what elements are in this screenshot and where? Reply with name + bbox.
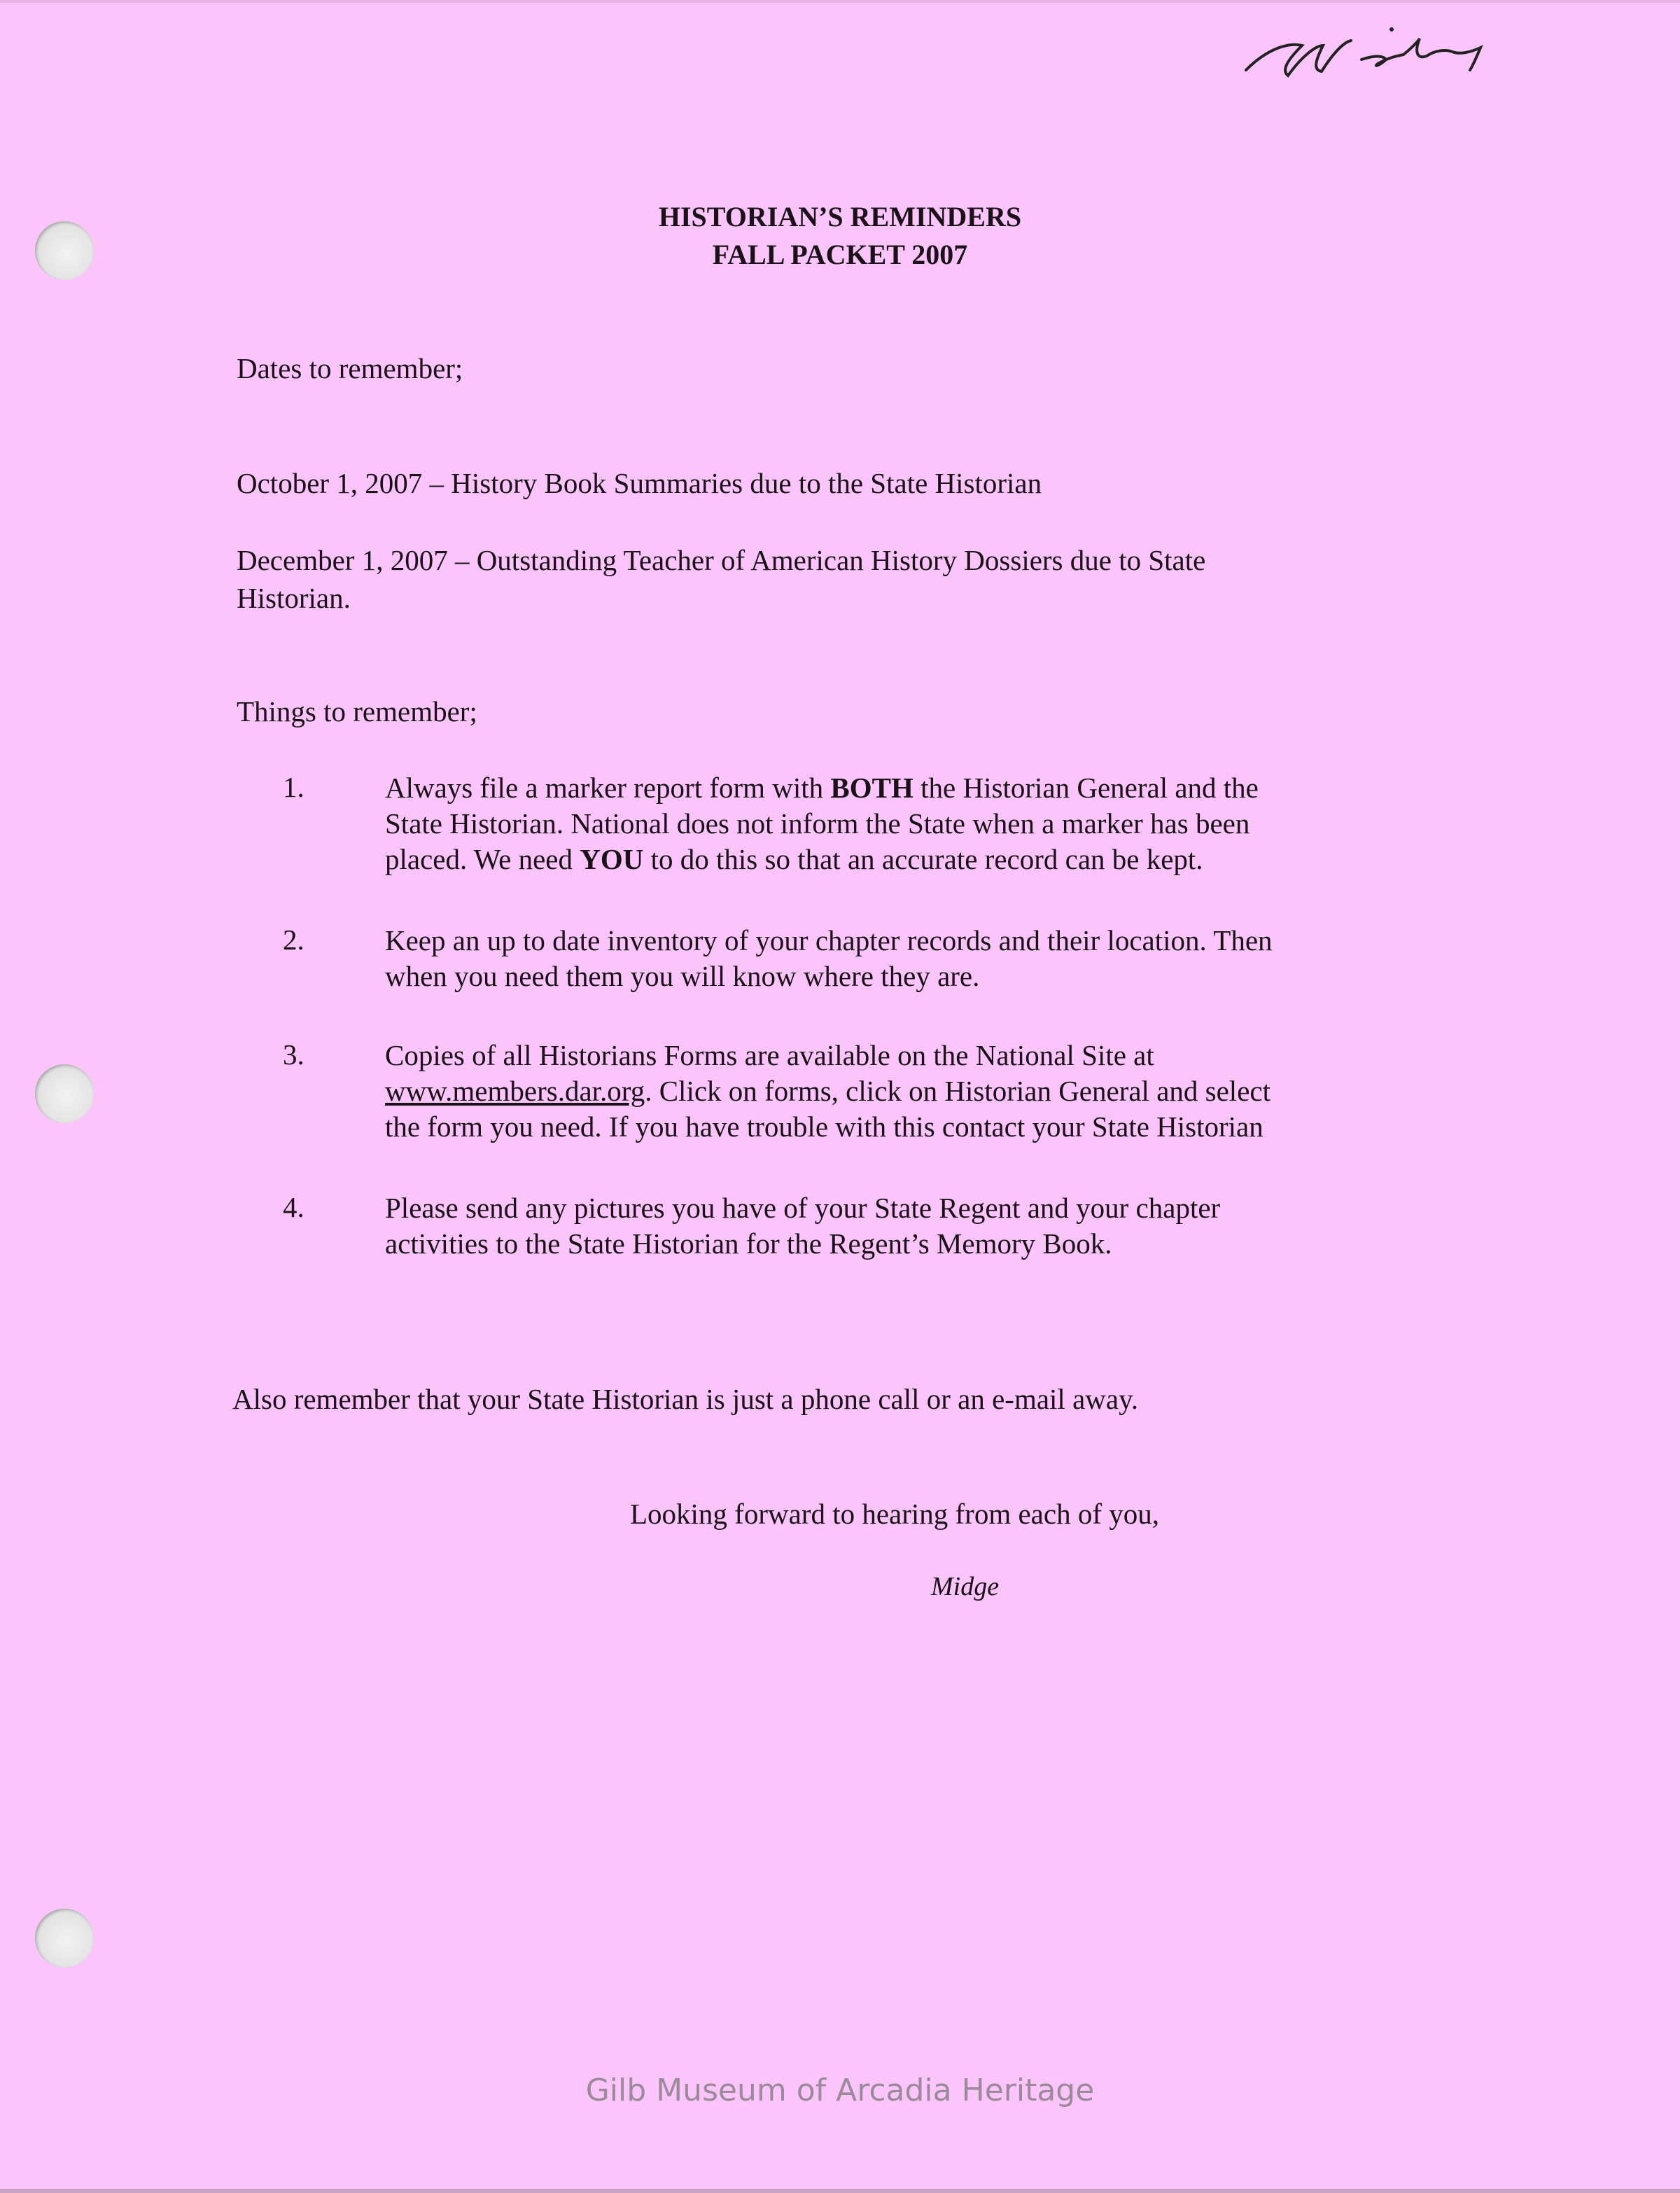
list-number-4: 4. bbox=[283, 1191, 304, 1223]
list-item-4 bbox=[385, 1190, 1449, 1262]
list-item-1-line-1: Always file a marker report form with BOTH the Historian General and the bbox=[385, 772, 1259, 804]
closing-reminder: Also remember that your State Historian is just a phone call or an e-mail away. bbox=[232, 1383, 1139, 1415]
list-number-2: 2. bbox=[283, 924, 304, 956]
list-item-2-line-1: Keep an up to date inventory of your chapter records and their location. Then bbox=[385, 924, 1273, 956]
members-site-link[interactable]: www.members.dar.org bbox=[385, 1075, 645, 1107]
list-item-3-line-3: the form you need. If you have trouble with this contact your State Historian bbox=[385, 1111, 1264, 1143]
punch-hole-middle bbox=[35, 1064, 94, 1123]
list-item-3-line-1: Copies of all Historians Forms are available on the National Site at bbox=[385, 1039, 1154, 1071]
document-title: HISTORIAN’S REMINDERS bbox=[658, 201, 1022, 232]
things-heading: Things to remember; bbox=[237, 695, 477, 727]
list-item-2 bbox=[385, 923, 1449, 994]
list-number-1: 1. bbox=[283, 771, 304, 803]
list-item-1-line-2: State Historian. National does not inform the State when a marker has been bbox=[385, 807, 1250, 840]
list-item-2-line-2: when you need them you will know where they are. bbox=[385, 960, 980, 992]
list-item-3-line-2: www.members.dar.org. Click on forms, click on Historian General and select bbox=[385, 1075, 1270, 1107]
handwritten-signature-mark bbox=[1239, 21, 1505, 84]
list-item-4-line-2: activities to the State Historian for the Regent’s Memory Book. bbox=[385, 1227, 1112, 1260]
signature-name: Midge bbox=[931, 1572, 1000, 1601]
date-item-2-line-1: December 1, 2007 – Outstanding Teacher of American History Dossiers due to State bbox=[237, 544, 1206, 576]
bottom-edge bbox=[0, 2189, 1680, 2193]
date-item-1: October 1, 2007 – History Book Summaries due to the State Historian bbox=[237, 467, 1042, 499]
document-subtitle: FALL PACKET 2007 bbox=[712, 239, 968, 270]
dates-heading: Dates to remember; bbox=[237, 352, 463, 384]
top-edge bbox=[0, 0, 1680, 3]
date-item-2-line-2: Historian. bbox=[237, 582, 351, 614]
watermark: Gilb Museum of Arcadia Heritage bbox=[585, 2073, 1095, 2108]
list-item-3 bbox=[385, 1038, 1449, 1145]
sign-off: Looking forward to hearing from each of you, bbox=[630, 1498, 1159, 1530]
punch-hole-bottom bbox=[35, 1909, 94, 1968]
list-item-1 bbox=[385, 770, 1449, 877]
list-number-3: 3. bbox=[283, 1038, 304, 1071]
list-item-4-line-1: Please send any pictures you have of your State Regent and your chapter bbox=[385, 1192, 1221, 1224]
list-item-1-line-3: placed. We need YOU to do this so that an accurate record can be kept. bbox=[385, 843, 1203, 875]
